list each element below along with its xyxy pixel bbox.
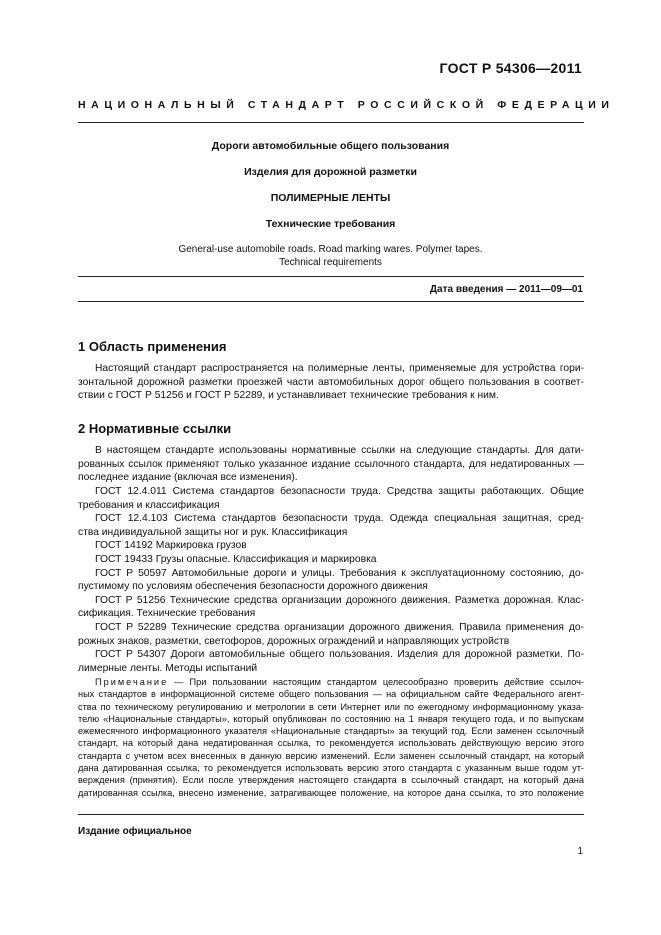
note-first-text: — При пользовании настоящим стандартом целесообразно проверить действие ссылоч- [168, 677, 584, 687]
title-line-2: Изделия для дорожной разметки [244, 166, 417, 178]
text-line: зонтальной дорожной разметки проезжей части автомобильных дорог общего пользования в соответ- [78, 376, 584, 388]
official-edition-label: Издание официальное [78, 826, 192, 837]
note-line: ства по техническому регулированию и метрологии в сети Интернет или по ежегодному информационному указа- [78, 701, 584, 712]
note-block [78, 676, 584, 799]
text-line: В настоящем стандарте использованы нормативные ссылки на следующие стандарты. Для дати- [95, 445, 584, 456]
reference-line: ГОСТ 12.4.103 Система стандартов безопасности труда. Одежда специальная защитная, сред- [95, 513, 584, 525]
document-number: ГОСТ Р 54306—2011 [439, 60, 582, 76]
english-title-line-1: General-use automobile roads. Road marking wares. Polymer tapes. [178, 244, 483, 255]
reference-line: рожных знаков, разметки, светофоров, дорожных ограждений и направляющих устройств [78, 635, 510, 647]
note-line: стандарт, на который дана недатированная ссылка, то рекомендуется использовать действующую версию этого [78, 738, 584, 749]
note-label: Примечание [95, 677, 169, 687]
reference-line: ГОСТ 14192 Маркировка грузов [95, 540, 247, 552]
header-rule [78, 122, 584, 123]
reference-line: ГОСТ 19433 Грузы опасные. Классификация и маркировка [95, 553, 377, 565]
section-1-heading: 1 Область применения [78, 339, 227, 354]
note-line: ных стандартов в информационной системе общего пользования — на официальном сайте Федерального агент- [78, 689, 584, 700]
note-line: датированная ссылка, внесено изменение, затрагивающее положение, на которое дана ссылка, то это положение [78, 787, 584, 798]
reference-line: лимерные ленты. Методы испытаний [78, 662, 258, 674]
note-line: стандарта с учетом всех внесенных в данную версию изменений. Если заменен ссылочный стандарт, на который [78, 750, 584, 761]
note-line: ежемесячного информационного указателя «Национальные стандарты» за текущий год. Если заменен ссылочный [78, 726, 584, 737]
reference-line: ГОСТ Р 51256 Технические средства организации дорожного движения. Разметка дорожная. Клас- [95, 594, 584, 606]
national-standard-heading: НАЦИОНАЛЬНЫЙ СТАНДАРТ РОССИЙСКОЙ ФЕДЕРАЦИИ [78, 99, 615, 111]
reference-line: требования и классификация [78, 499, 220, 511]
note-line: верждения (принятия). Если после утверждения настоящего стандарта в ссылочный стандарт, на который дана [78, 775, 584, 786]
section-1-text [78, 362, 584, 403]
note-line: дана датированная ссылка, то рекомендуется использовать версию этого стандарта с указанным выше годом ут- [78, 763, 584, 774]
page-number: 1 [577, 846, 583, 857]
introduction-date: Дата введения — 2011—09—01 [429, 284, 583, 295]
reference-line: пустимому по условиям обеспечения безопасности дорожного движения [78, 581, 428, 593]
title-line-1: Дороги автомобильные общего пользования [211, 140, 450, 152]
reference-line: ГОСТ Р 52289 Технические средства организации дорожного движения. Правила применения до- [95, 621, 584, 633]
note-line [78, 676, 584, 688]
references-list [78, 485, 584, 675]
text-line: Настоящий стандарт распространяется на полимерные ленты, применяемые для устройства гори- [95, 363, 584, 374]
reference-line: ГОСТ Р 54307 Дороги автомобильные общего пользования. Изделия для дорожной разметки. По- [95, 649, 584, 661]
reference-line: ГОСТ 12.4.011 Система стандартов безопасности труда. Средства защиты работающих. Общие [95, 486, 584, 497]
text-line: последнее издание (включая все изменения). [78, 472, 298, 484]
section-2-heading: 2 Нормативные ссылки [78, 421, 232, 436]
title-line-4: Технические требования [265, 218, 396, 230]
date-rule [78, 301, 584, 302]
note-line: телю «Национальные стандарты», который опубликован по состоянию на 1 января текущего года, и по выпускам [78, 713, 584, 724]
reference-line: ства индивидуальной защиты ног и рук. Классификация [78, 526, 348, 538]
title-rule [78, 276, 584, 277]
text-line: ствии с ГОСТ Р 51256 и ГОСТ Р 52289, и устанавливает технические требования к ним. [78, 390, 499, 402]
english-title-line-2: Technical requirements [279, 257, 382, 268]
footer-rule [78, 814, 584, 815]
text-line: рованных ссылок применяют только указанное издание ссылочного стандарта, для недатированных — [78, 458, 584, 470]
reference-line: ГОСТ Р 50597 Автомобильные дороги и улицы. Требования к эксплуатационному состоянию, до- [95, 567, 584, 579]
reference-line: сификация. Технические требования [78, 608, 256, 620]
title-line-3: ПОЛИМЕРНЫЕ ЛЕНТЫ [270, 192, 391, 204]
section-2-intro [78, 444, 584, 485]
